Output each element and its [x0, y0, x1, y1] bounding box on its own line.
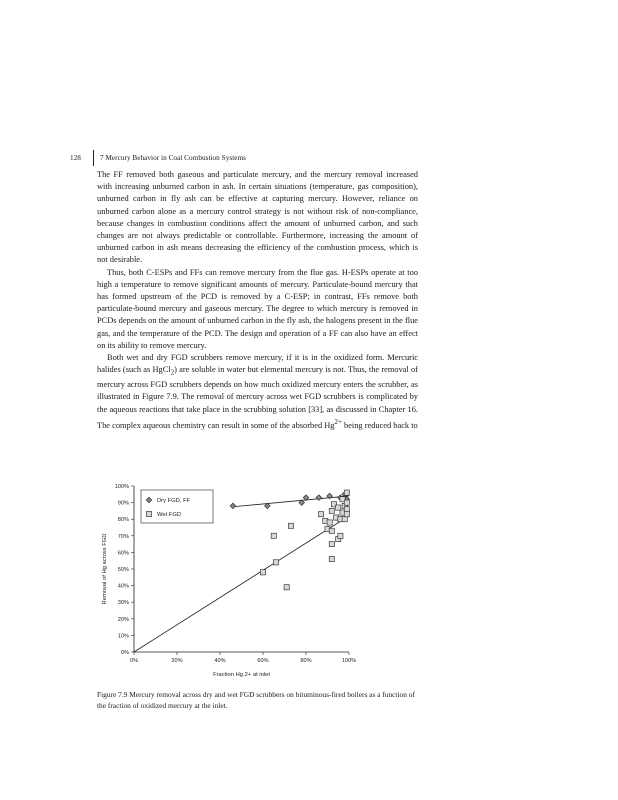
y-tick-label: 20% — [117, 616, 129, 623]
y-tick-label: 80% — [117, 517, 129, 524]
dry-fgd-point — [316, 495, 322, 501]
x-tick-label: 100% — [341, 658, 357, 664]
x-axis-label: Fraction Hg 2+ at inlet — [213, 672, 270, 678]
paragraph-2: Thus, both C-ESPs and FFs can remove mercury from the flue gas. H-ESPs operate at too high a temperature to remove significant amounts of mercury. Particulate-bound mercury that has formed upstream of the PCD is removed by a C-ESP; in contrast, FFs remove both particulate-bound mercury and gaseous mercury. The degree to which mercury is removed in PCDs depends on the amount of unburned carbon in the fly ash, the halogens present in the flue gas, and the temperature of the PCD. The design and operation of a FF can also have an effect on its ability to remove mercury. — [97, 267, 418, 350]
para3-superscript: 2+ — [334, 417, 342, 426]
legend-wet-label: Wet FGD — [157, 512, 182, 518]
body-text — [97, 169, 418, 432]
wet-fgd-point — [288, 523, 293, 528]
wet-fgd-point — [344, 500, 349, 505]
wet-fgd-point — [271, 533, 276, 538]
y-tick-label: 0% — [120, 650, 129, 656]
wet-fgd-point — [344, 507, 349, 512]
y-tick-label: 30% — [117, 600, 129, 607]
wet-fgd-point — [336, 505, 341, 510]
wet-fgd-point — [329, 542, 334, 547]
page-number: 128 — [70, 154, 81, 162]
legend-wet-marker — [146, 511, 151, 516]
y-axis-label: Removal of Hg across FGD — [102, 533, 108, 605]
para3-subscript: 2 — [170, 368, 175, 377]
x-tick-label: 0% — [129, 658, 139, 664]
chapter-title: 7 Mercury Behavior in Coal Combustion Systems — [100, 154, 246, 162]
header-divider — [93, 150, 94, 166]
wet-fgd-point — [329, 508, 334, 513]
para3-part-b: ) are soluble in water but elemental mercury is not. Thus, the removal of mercury across FGD scrubbers depends on how much oxidized mercury enters the scrubber, as illustrated in Figure 7.9. The removal of mercury across wet FGD scrubbers is complicated by the aqueous reactions that take place in the scrubbing solution [33], as discussed in Chapter 16. The complex aqueous chemistry can result in some of the absorbed Hg — [97, 365, 418, 430]
y-tick-label: 60% — [117, 550, 129, 557]
figure-caption: Figure 7.9 Mercury removal across dry and wet FGD scrubbers on bituminous-fired boilers as a function of the fraction of oxidized mercury at the inlet. — [97, 690, 415, 710]
y-tick-label: 100% — [114, 484, 129, 490]
y-tick-label: 10% — [117, 633, 129, 640]
dry-fgd-point — [230, 503, 236, 509]
paragraph-1: The FF removed both gaseous and particulate mercury, and the mercury removal increased with increasing unburned carbon in ash. In certain situations (temperature, gas composition), unburned carbon in fly ash can be effective at capturing mercury. However, reliance on unburned carbon alone as a mercury control strategy is not without risk of non-compliance, because changes in combustion conditions affect the amount of unburned carbon, and such changes are not always predictable or controllable. Furthermore, increasing the amount of unburned carbon in ash means decreasing the efficiency of the combustion process, which is not desirable. — [97, 170, 418, 265]
y-tick-label: 70% — [117, 533, 129, 540]
para3-part-c: being reduced back to — [341, 420, 418, 430]
legend-box — [141, 490, 213, 523]
wet-fgd-point — [338, 533, 343, 538]
paragraph-3 — [97, 352, 418, 432]
running-header — [70, 151, 246, 165]
y-tick-label: 50% — [117, 567, 129, 573]
x-tick-label: 40% — [214, 658, 226, 664]
wet-fgd-point — [327, 520, 332, 525]
wet-fgd-point — [318, 512, 323, 517]
scatter-plot — [92, 478, 362, 688]
wet-fgd-point — [329, 556, 334, 561]
wet-fgd-trend-line — [134, 516, 349, 652]
x-tick-label: 80% — [300, 658, 312, 664]
wet-fgd-point — [344, 490, 349, 495]
x-tick-label: 60% — [257, 658, 269, 664]
figure-7-9-chart — [92, 478, 362, 688]
wet-fgd-point — [329, 528, 334, 533]
wet-fgd-point — [260, 570, 265, 575]
wet-fgd-point — [342, 517, 347, 522]
para3-part-a: Both wet and dry FGD scrubbers remove mercury, if it is in the oxidized form. Mercuric halides (such as HgCl — [97, 353, 418, 375]
x-tick-label: 20% — [171, 658, 183, 664]
y-tick-label: 90% — [117, 500, 129, 507]
wet-fgd-point — [273, 560, 278, 565]
legend-dry-label: Dry FGD, FF — [157, 498, 191, 504]
y-tick-label: 40% — [117, 583, 129, 590]
wet-fgd-point — [344, 512, 349, 517]
wet-fgd-point — [284, 585, 289, 590]
